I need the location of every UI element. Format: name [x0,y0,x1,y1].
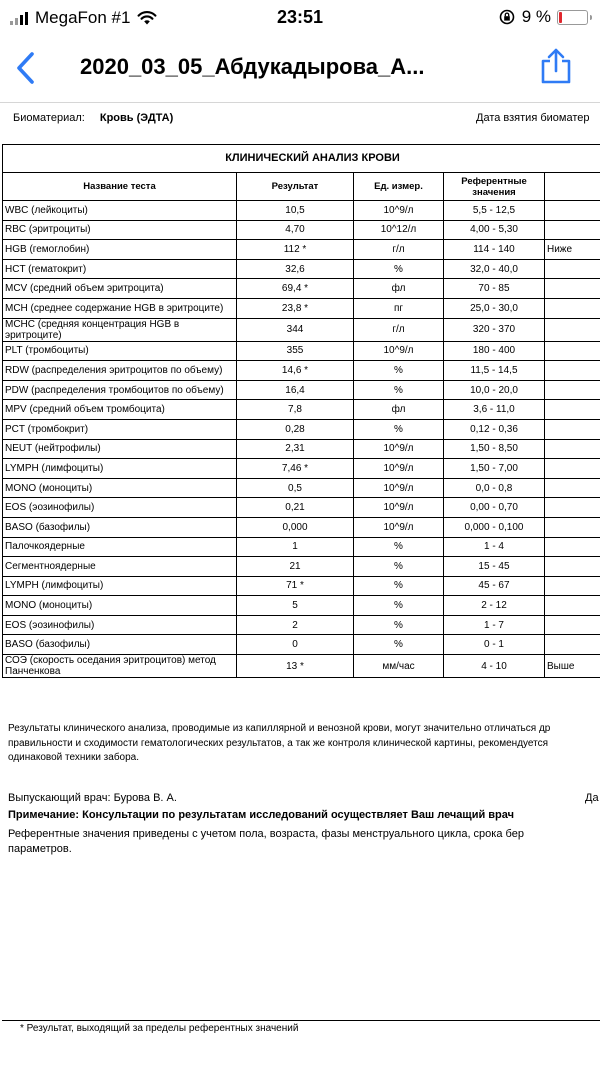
column-header-test: Название теста [3,173,237,201]
unit-cell: % [354,361,444,381]
unit-cell: % [354,537,444,557]
reference-cell: 0 - 1 [444,635,545,655]
flag-cell [545,341,600,361]
table-row [3,380,600,400]
table-row [3,318,600,341]
reference-cell: 4,00 - 5,30 [444,220,545,240]
unit-cell: % [354,635,444,655]
table-title: КЛИНИЧЕСКИЙ АНАЛИЗ КРОВИ [3,145,600,173]
table-row [3,459,600,479]
result-cell: 16,4 [237,380,354,400]
test-name-cell: MCHC (средняя концентрация HGB в эритроците) [3,318,237,341]
test-name-cell: HGB (гемоглобин) [3,240,237,260]
test-name-cell: MONO (моноциты) [3,478,237,498]
result-cell: 69,4 * [237,279,354,299]
column-header-reference: Референтные значения [444,173,545,201]
unit-cell: % [354,576,444,596]
reference-cell: 1,50 - 7,00 [444,459,545,479]
table-row [3,220,600,240]
test-name-cell: MONO (моноциты) [3,596,237,616]
battery-icon [557,10,588,25]
table-row [3,279,600,299]
reference-cell: 0,000 - 0,100 [444,517,545,537]
result-cell: 2,31 [237,439,354,459]
clock: 23:51 [276,7,324,27]
result-cell: 10,5 [237,201,354,221]
flag-cell [545,596,600,616]
result-cell: 23,8 * [237,298,354,318]
issuing-doctor [8,792,177,804]
result-cell: 0,28 [237,419,354,439]
collection-date-label: Дата взятия биоматер [476,112,590,124]
result-cell: 0 [237,635,354,655]
flag-cell [545,635,600,655]
unit-cell: % [354,380,444,400]
test-name-cell: MCH (среднее содержание HGB в эритроците) [3,298,237,318]
result-cell: 2 [237,615,354,635]
test-name-cell: Сегментноядерные [3,557,237,577]
flag-cell [545,380,600,400]
test-name-cell: BASO (базофилы) [3,517,237,537]
status-bar [0,0,600,34]
table-row [3,298,600,318]
unit-cell: фл [354,400,444,420]
navigation-bar [0,34,600,103]
date-label-cut: Да [585,792,599,804]
reference-cell: 32,0 - 40,0 [444,259,545,279]
result-cell: 7,8 [237,400,354,420]
flag-cell [545,400,600,420]
unit-cell: 10^9/л [354,459,444,479]
reference-cell: 10,0 - 20,0 [444,380,545,400]
unit-cell: 10^9/л [354,517,444,537]
flag-cell [545,615,600,635]
flag-cell [545,557,600,577]
test-name-cell: Палочкоядерные [3,537,237,557]
flag-cell [545,201,600,221]
result-cell: 0,000 [237,517,354,537]
result-cell: 1 [237,537,354,557]
table-row [3,361,600,381]
battery-level [559,12,562,23]
result-cell: 13 * [237,655,354,678]
table-row [3,341,600,361]
reference-cell: 2 - 12 [444,596,545,616]
reference-cell: 25,0 - 30,0 [444,298,545,318]
document-page[interactable] [0,103,600,1066]
unit-cell: % [354,615,444,635]
test-name-cell: PCT (тромбокрит) [3,419,237,439]
result-cell: 5 [237,596,354,616]
unit-cell: % [354,596,444,616]
column-header-result: Результат [237,173,354,201]
flag-cell [545,537,600,557]
test-name-cell: MCV (средний объем эритроцита) [3,279,237,299]
table-row [3,576,600,596]
reference-cell: 3,6 - 11,0 [444,400,545,420]
reference-cell: 1 - 7 [444,615,545,635]
result-cell: 112 * [237,240,354,260]
result-cell: 0,5 [237,478,354,498]
result-cell: 355 [237,341,354,361]
unit-cell: % [354,259,444,279]
table-row [3,655,600,678]
unit-cell: мм/час [354,655,444,678]
test-name-cell: RBC (эритроциты) [3,220,237,240]
battery-percent: 9 % [521,7,551,26]
table-row [3,259,600,279]
doctor-label: Выпускающий врач: [8,792,111,804]
unit-cell: г/л [354,240,444,260]
document-title: 2020_03_05_Абдукадырова_А... [80,54,425,79]
column-header-unit: Ед. измер. [354,173,444,201]
doctor-name: Бурова В. А. [113,792,177,804]
table-row [3,596,600,616]
result-cell: 21 [237,557,354,577]
unit-cell: г/л [354,318,444,341]
result-cell: 0,21 [237,498,354,518]
reference-cell: 114 - 140 [444,240,545,260]
test-name-cell: MPV (средний объем тромбоцита) [3,400,237,420]
remark-line: одинаковой техники забора. [8,752,140,763]
flag-cell [545,361,600,381]
test-name-cell: HCT (гематокрит) [3,259,237,279]
table-row [3,517,600,537]
table-row [3,478,600,498]
reference-cell: 70 - 85 [444,279,545,299]
flag-cell [545,279,600,299]
flag-cell [545,298,600,318]
flag-cell: Ниже [545,240,600,260]
rotation-lock-icon [499,9,515,25]
remark-line: Результаты клинического анализа, проводимые из капиллярной и венозной крови, могут значительно отличаться др [8,723,551,734]
test-name-cell: RDW (распределения эритроцитов по объему) [3,361,237,381]
result-cell: 71 * [237,576,354,596]
unit-cell: 10^9/л [354,478,444,498]
unit-cell: 10^12/л [354,220,444,240]
footer-divider [2,1020,600,1021]
reference-cell: 4 - 10 [444,655,545,678]
test-name-cell: EOS (эозинофилы) [3,498,237,518]
reference-cell: 320 - 370 [444,318,545,341]
unit-cell: % [354,557,444,577]
table-row [3,537,600,557]
reference-cell: 0,12 - 0,36 [444,419,545,439]
footnote: * Результат, выходящий за пределы референтных значений [20,1023,299,1034]
unit-cell: 10^9/л [354,201,444,221]
flag-cell [545,439,600,459]
reference-cell: 0,00 - 0,70 [444,498,545,518]
unit-cell: пг [354,298,444,318]
share-button[interactable] [536,46,576,86]
reference-cell: 45 - 67 [444,576,545,596]
flag-cell [545,498,600,518]
flag-cell: Выше [545,655,600,678]
flag-cell [545,259,600,279]
reference-cell: 5,5 - 12,5 [444,201,545,221]
table-row [3,400,600,420]
reference-cell: 11,5 - 14,5 [444,361,545,381]
table-row [3,557,600,577]
column-header-note [545,173,600,201]
unit-cell: % [354,419,444,439]
flag-cell [545,419,600,439]
unit-cell: 10^9/л [354,439,444,459]
biomaterial-label: Биоматериал: [13,112,85,124]
flag-cell [545,459,600,479]
table-row [3,419,600,439]
flag-cell [545,517,600,537]
biomaterial-value: Кровь (ЭДТА) [99,112,174,124]
flag-cell [545,576,600,596]
test-name-cell: WBC (лейкоциты) [3,201,237,221]
results-body [3,201,600,678]
battery-group [499,7,588,27]
test-name-cell: PLT (тромбоциты) [3,341,237,361]
test-name-cell: LYMPH (лимфоциты) [3,459,237,479]
unit-cell: фл [354,279,444,299]
flag-cell [545,220,600,240]
reference-cell: 1 - 4 [444,537,545,557]
table-row [3,240,600,260]
unit-cell: 10^9/л [354,498,444,518]
test-name-cell: СОЭ (скорость оседания эритроцитов) метод Панченкова [3,655,237,678]
reference-cell: 15 - 45 [444,557,545,577]
note-text [8,827,524,857]
table-row [3,615,600,635]
note-heading: Примечание: Консультации по результатам исследований осуществляет Ваш лечащий врач [8,809,514,821]
unit-cell: 10^9/л [354,341,444,361]
flag-cell [545,478,600,498]
remarks [8,722,550,766]
reference-cell: 0,0 - 0,8 [444,478,545,498]
biomaterial-line [13,112,173,124]
results-table [2,144,600,678]
back-button[interactable] [8,48,42,88]
table-row [3,201,600,221]
note-line: Референтные значения приведены с учетом пола, возраста, фазы менструального цикла, срока бер [8,828,524,840]
test-name-cell: BASO (базофилы) [3,635,237,655]
result-cell: 4,70 [237,220,354,240]
test-name-cell: LYMPH (лимфоциты) [3,576,237,596]
reference-cell: 1,50 - 8,50 [444,439,545,459]
reference-cell: 180 - 400 [444,341,545,361]
table-row [3,635,600,655]
result-cell: 344 [237,318,354,341]
remark-line: правильности и сходимости гематологических результатов, а так же контроля клинической картины, рекомендуется [8,737,549,749]
test-name-cell: EOS (эозинофилы) [3,615,237,635]
result-cell: 7,46 * [237,459,354,479]
table-row [3,498,600,518]
table-row [3,439,600,459]
result-cell: 32,6 [237,259,354,279]
test-name-cell: PDW (распределения тромбоцитов по объему) [3,380,237,400]
carrier-label: MegaFon #1 [35,8,131,27]
note-line: параметров. [8,843,72,855]
result-cell: 14,6 * [237,361,354,381]
test-name-cell: NEUT (нейтрофилы) [3,439,237,459]
flag-cell [545,318,600,341]
